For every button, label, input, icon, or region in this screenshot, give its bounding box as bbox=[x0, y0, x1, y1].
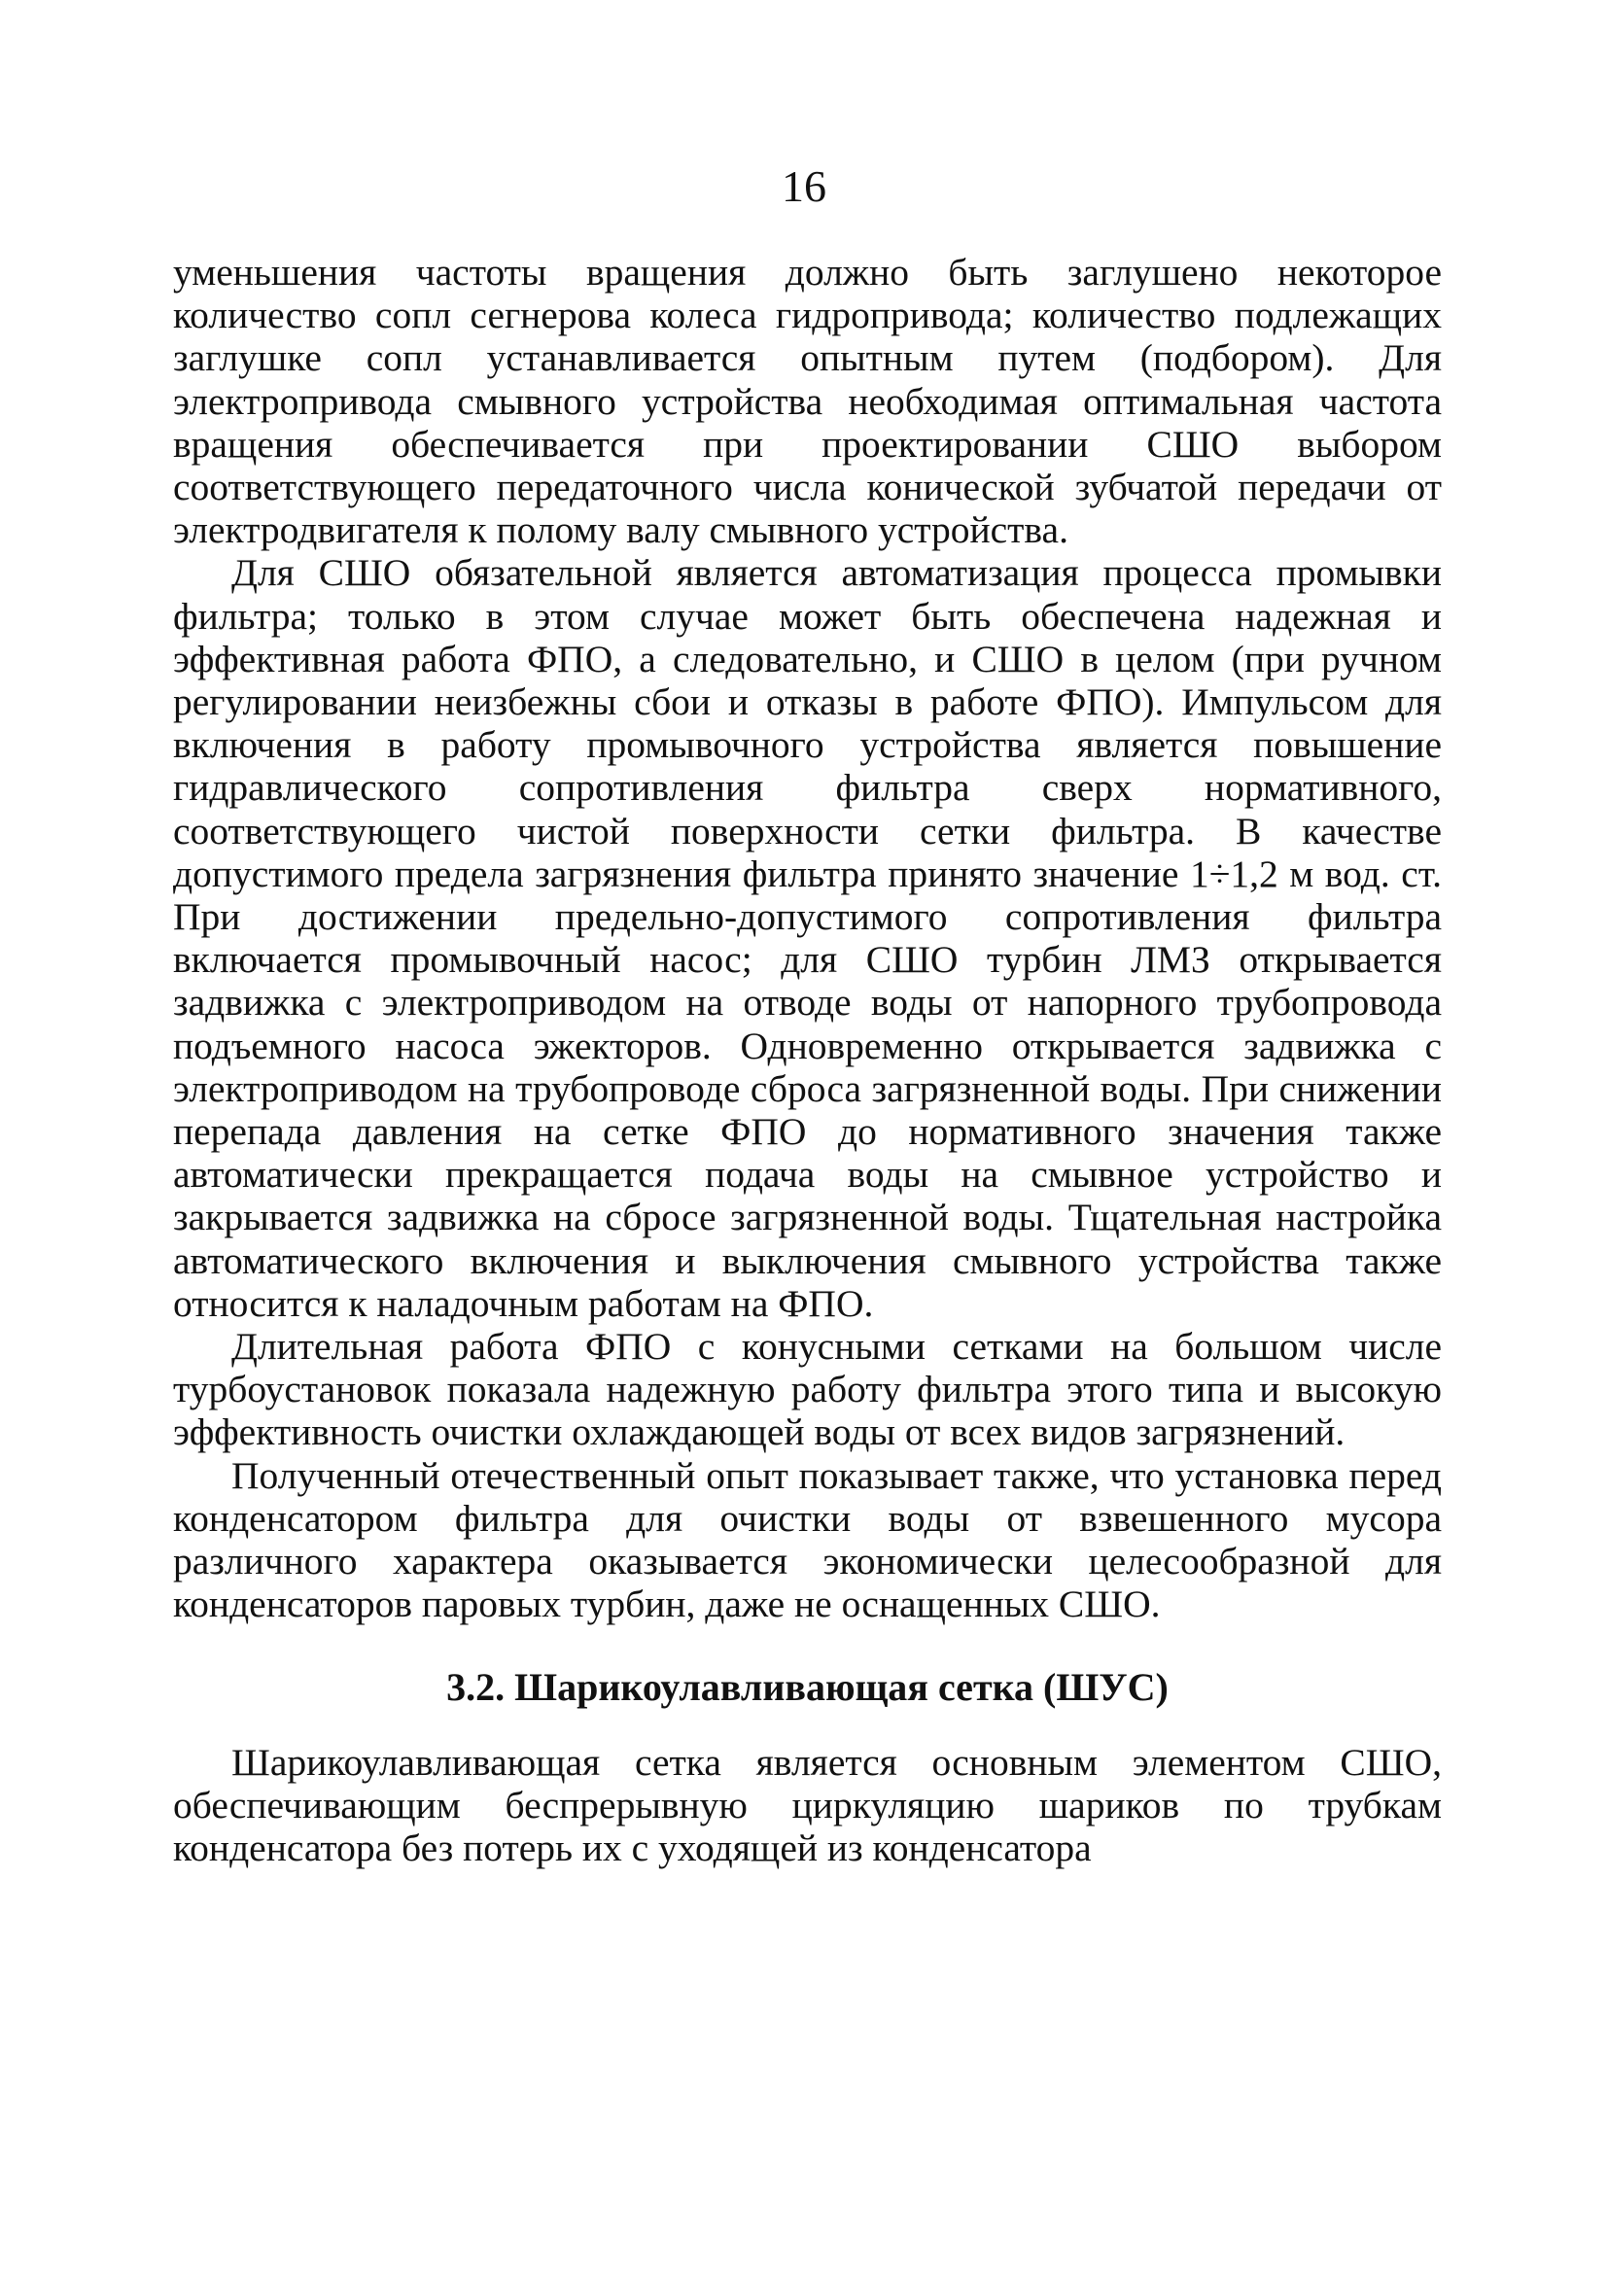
page-number: 16 bbox=[782, 161, 826, 211]
section-heading: 3.2. Шарикоулавливающая сетка (ШУС) bbox=[446, 1664, 1169, 1709]
document-body bbox=[173, 251, 1442, 1869]
paragraph-3: Длительная работа ФПО с конусными сетками на большом числе турбоустановок показала надежную работу фильтра этого типа и высокую эффективность очистки охлаждающей воды от всех видов загрязнений. bbox=[173, 1325, 1442, 1454]
section-paragraph-1: Шарикоулавливающая сетка является основным элементом СШО, обеспечивающим беспрерывную циркуляцию шариков по трубкам конденсатора без потерь их с уходящей из конденсатора bbox=[173, 1740, 1442, 1869]
paragraph-1: уменьшения частоты вращения должно быть заглушено некоторое количество сопл сегнерова колеса гидропривода; количество подлежащих заглушке сопл устанавливается опытным путем (подбором). Для электропривода смывного устройства необходимая оптимальная частота вращения обеспечивается при проектировании СШО выбором соответствующего передаточного числа конической зубчатой передачи от электродвигателя к полому валу смывного устройства. bbox=[173, 251, 1442, 552]
paragraph-4: Полученный отечественный опыт показывает также, что установка перед конденсатором фильтра для очистки воды от взвешенного мусора различного характера оказывается экономически целесообразной для конденсаторов паровых турбин, даже не оснащенных СШО. bbox=[173, 1453, 1442, 1626]
paragraph-2: Для СШО обязательной является автоматизация процесса промывки фильтра; только в этом случае может быть обеспечена надежная и эффективная работа ФПО, а следовательно, и СШО в целом (при ручном регулировании неизбежны сбои и отказы в работе ФПО). Импульсом для включения в работу промывочного устройства является повышение гидравлического сопротивления фильтра сверх нормативного, соответствующего чистой поверхности сетки фильтра. В качестве допустимого предела загрязнения фильтра принято значение 1÷1,2 м вод. ст. При достижении предельно-допустимого сопротивления фильтра включается промывочный насос; для СШО турбин ЛМЗ открывается задвижка с электроприводом на отводе воды от напорного трубопровода подъемного насоса эжекторов. Одновременно открывается задвижка с электроприводом на трубопроводе сброса загрязненной воды. При снижении перепада давления на сетке ФПО до нормативного значения также автоматически прекращается подача воды на смывное устройство и закрывается задвижка на сбросе загрязненной воды. Тщательная настройка автоматического включения и выключения смывного устройства также относится к наладочным работам на ФПО. bbox=[173, 551, 1442, 1325]
